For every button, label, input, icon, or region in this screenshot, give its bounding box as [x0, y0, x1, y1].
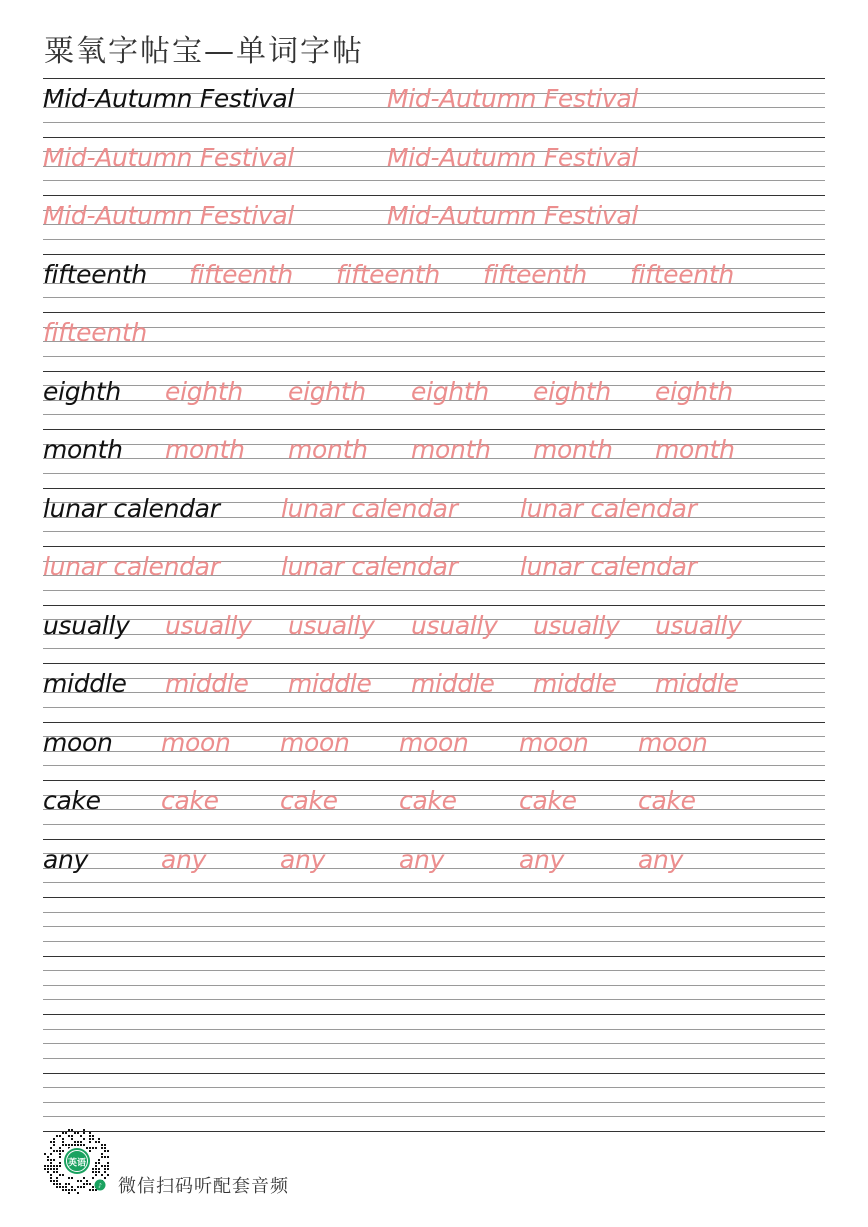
- writing-row: [43, 780, 825, 839]
- writing-row: [43, 195, 825, 254]
- guide-line: [43, 414, 825, 415]
- row-top-line: [43, 546, 825, 547]
- guide-line: [43, 912, 825, 913]
- row-top-line: [43, 605, 825, 606]
- writing-row: [43, 546, 825, 605]
- trace-word: usually: [165, 610, 252, 640]
- writing-row: [43, 1014, 825, 1073]
- model-word: Mid-Autumn Festival: [43, 84, 295, 113]
- row-top-line: [43, 956, 825, 957]
- model-word: moon: [43, 727, 113, 757]
- model-word: lunar calendar: [43, 493, 220, 523]
- trace-word: month: [411, 435, 491, 464]
- trace-word: month: [533, 435, 613, 464]
- sheet-bottom-line: [43, 1131, 825, 1132]
- trace-word: usually: [288, 610, 375, 640]
- trace-word: month: [655, 435, 735, 464]
- writing-row: [43, 137, 825, 196]
- writing-row: [43, 488, 825, 547]
- row-top-line: [43, 780, 825, 781]
- guide-line: [43, 1043, 825, 1044]
- trace-word: usually: [411, 610, 498, 640]
- guide-line: [43, 824, 825, 825]
- row-top-line: [43, 1014, 825, 1015]
- qr-code-icon[interactable]: [42, 1127, 112, 1197]
- trace-word: any: [638, 844, 684, 874]
- svg-text:♪: ♪: [98, 1182, 102, 1190]
- writing-row: [43, 371, 825, 430]
- trace-word: middle: [655, 669, 739, 698]
- guide-line: [43, 1102, 825, 1103]
- model-word: month: [43, 435, 123, 464]
- trace-word: cake: [399, 786, 457, 815]
- model-word: middle: [43, 669, 127, 698]
- model-word: cake: [43, 786, 101, 815]
- writing-row: [43, 312, 825, 371]
- model-word: usually: [43, 610, 130, 640]
- trace-word: fifteenth: [483, 259, 587, 289]
- trace-word: Mid-Autumn Festival: [43, 142, 295, 172]
- row-top-line: [43, 312, 825, 313]
- trace-word: lunar calendar: [281, 552, 458, 581]
- trace-word: any: [161, 844, 207, 874]
- row-top-line: [43, 1073, 825, 1074]
- trace-word: usually: [533, 610, 620, 640]
- trace-word: month: [165, 435, 245, 464]
- copybook-sheet: [43, 78, 825, 1118]
- trace-word: lunar calendar: [520, 493, 697, 523]
- trace-word: moon: [638, 727, 708, 757]
- trace-word: fifteenth: [43, 318, 147, 347]
- trace-word: moon: [161, 727, 231, 757]
- guide-line: [43, 1058, 825, 1059]
- trace-word: eighth: [165, 376, 243, 406]
- trace-word: fifteenth: [630, 259, 734, 289]
- trace-word: middle: [533, 669, 617, 698]
- row-top-line: [43, 195, 825, 196]
- guide-line: [43, 239, 825, 240]
- guide-line: [43, 648, 825, 649]
- page-title: 粟氧字帖宝—单词字帖: [44, 34, 364, 69]
- guide-line: [43, 882, 825, 883]
- model-word: eighth: [43, 376, 121, 406]
- writing-row: [43, 722, 825, 781]
- trace-word: cake: [519, 786, 577, 815]
- trace-word: moon: [519, 727, 589, 757]
- guide-line: [43, 985, 825, 986]
- trace-word: any: [280, 844, 326, 874]
- badge-label: 英语: [67, 1158, 87, 1169]
- writing-row: [43, 897, 825, 956]
- guide-line: [43, 297, 825, 298]
- row-top-line: [43, 897, 825, 898]
- trace-word: cake: [280, 786, 338, 815]
- writing-row: [43, 956, 825, 1015]
- trace-word: Mid-Autumn Festival: [387, 201, 639, 230]
- footer-caption: 微信扫码听配套音频: [118, 1176, 289, 1197]
- trace-word: eighth: [655, 376, 733, 406]
- row-top-line: [43, 371, 825, 372]
- guide-line: [43, 1087, 825, 1088]
- trace-word: fifteenth: [189, 259, 293, 289]
- guide-line: [43, 707, 825, 708]
- row-top-line: [43, 722, 825, 723]
- trace-word: cake: [638, 786, 696, 815]
- trace-word: month: [288, 435, 368, 464]
- guide-line: [43, 1029, 825, 1030]
- guide-line: [43, 765, 825, 766]
- trace-word: fifteenth: [336, 259, 440, 289]
- trace-word: eighth: [411, 376, 489, 406]
- trace-word: any: [399, 844, 445, 874]
- row-top-line: [43, 78, 825, 79]
- trace-word: usually: [655, 610, 742, 640]
- guide-line: [43, 473, 825, 474]
- guide-line: [43, 1116, 825, 1117]
- trace-word: middle: [411, 669, 495, 698]
- trace-word: Mid-Autumn Festival: [387, 142, 639, 172]
- trace-word: any: [519, 844, 565, 874]
- guide-line: [43, 926, 825, 927]
- trace-word: middle: [165, 669, 249, 698]
- trace-word: Mid-Autumn Festival: [43, 201, 295, 230]
- trace-word: middle: [288, 669, 372, 698]
- guide-line: [43, 590, 825, 591]
- trace-word: Mid-Autumn Festival: [387, 84, 639, 113]
- trace-word: cake: [161, 786, 219, 815]
- row-top-line: [43, 839, 825, 840]
- row-top-line: [43, 254, 825, 255]
- guide-line: [43, 970, 825, 971]
- guide-line: [43, 341, 825, 342]
- writing-row: [43, 605, 825, 664]
- guide-line: [43, 941, 825, 942]
- guide-line: [43, 999, 825, 1000]
- writing-row: [43, 839, 825, 898]
- trace-word: lunar calendar: [43, 552, 220, 581]
- model-word: any: [43, 844, 89, 874]
- trace-word: lunar calendar: [281, 493, 458, 523]
- writing-row: [43, 254, 825, 313]
- trace-word: eighth: [533, 376, 611, 406]
- guide-line: [43, 356, 825, 357]
- guide-line: [43, 531, 825, 532]
- model-word: fifteenth: [43, 259, 147, 289]
- guide-line: [43, 327, 825, 328]
- trace-word: moon: [280, 727, 350, 757]
- writing-row: [43, 1073, 825, 1132]
- writing-row: [43, 663, 825, 722]
- trace-word: moon: [399, 727, 469, 757]
- row-top-line: [43, 429, 825, 430]
- trace-word: eighth: [288, 376, 366, 406]
- writing-row: [43, 78, 825, 137]
- row-top-line: [43, 137, 825, 138]
- row-top-line: [43, 488, 825, 489]
- row-top-line: [43, 663, 825, 664]
- trace-word: lunar calendar: [520, 552, 697, 581]
- guide-line: [43, 122, 825, 123]
- writing-row: [43, 429, 825, 488]
- guide-line: [43, 180, 825, 181]
